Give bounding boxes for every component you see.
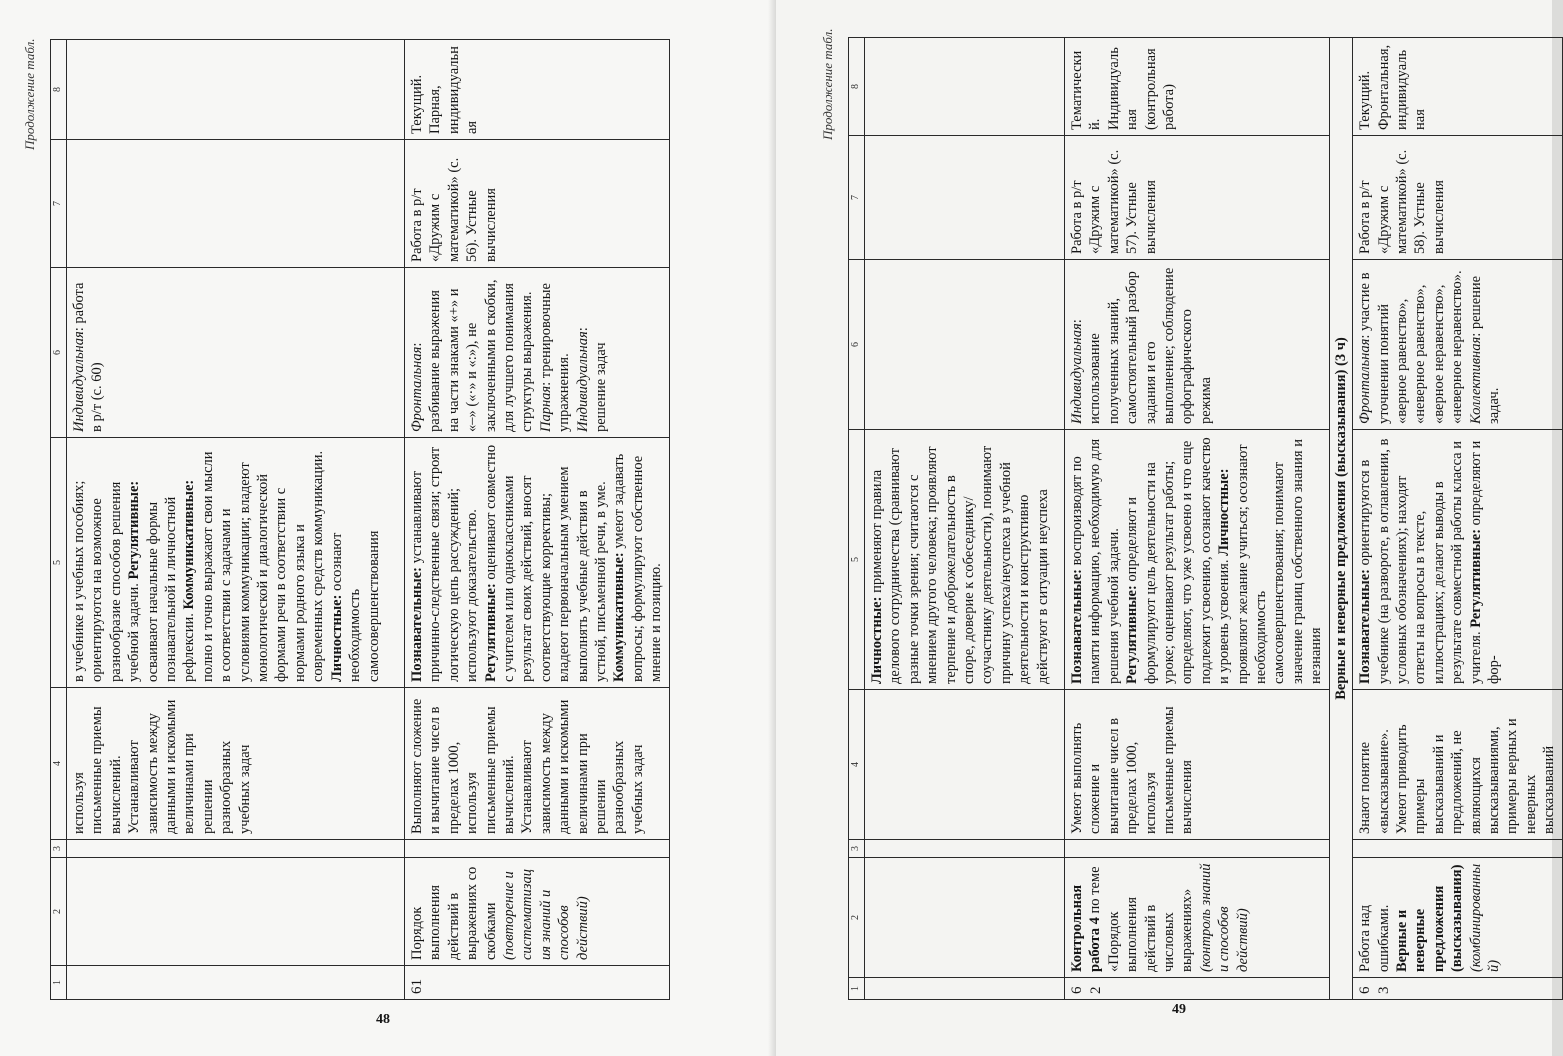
- col-header: 2: [51, 858, 67, 966]
- section-row: [1329, 38, 1352, 1000]
- col-header: 5: [849, 430, 865, 690]
- col-header: 8: [849, 38, 865, 136]
- col-header: 7: [849, 136, 865, 260]
- col-header: 3: [51, 840, 67, 858]
- table-row: [865, 38, 1065, 1000]
- right-page: [776, 0, 1558, 1056]
- col-header: 8: [51, 40, 67, 140]
- homework-cell: Работа в р/т «Дружим с математикой» (с. 58). Устные вычисления: [1353, 136, 1562, 260]
- table-row: [67, 40, 405, 1000]
- uud-cell: в учебнике и учебных пособиях; ориентируются на возможное разнообразие способов решения учебной задачи. Регулятивные: осваивают начальные формы познавательной и личностной рефлексии. Коммуникативные: полно и точно выражают свои мысли в соответствии с задачами и условиями коммуникации; владеют монологической и диалогической формами речи в соответствии с нормами родного языка и современных средств коммуникации. Личностные: осознают необходимость самосовершенствования: [67, 438, 405, 688]
- results-cell: Выполняют сложение и вычитание чисел в пределах 1000, используя письменные приемы вычислений. Устанавливают зависимость между данными и искомыми величинами при решении разнообразных учебных задач: [405, 688, 670, 840]
- col-header: 1: [849, 978, 865, 1000]
- left-table-rotated: [50, 40, 760, 1000]
- header-row: [51, 40, 67, 1000]
- table-row: [405, 40, 670, 1000]
- section-title: Верные и неверные предложения (высказывания) (3 ч): [1329, 38, 1352, 1000]
- table-row: [1065, 38, 1330, 1000]
- right-table-rotated: [848, 38, 1558, 1000]
- results-cell: используя письменные приемы вычислений. Устанавливают зависимость между данными и искомыми величинами при решении разнообразных учебных задач: [67, 688, 405, 840]
- page-number-left: 48: [376, 1012, 390, 1027]
- header-row: [849, 38, 865, 1000]
- col-header: 6: [51, 268, 67, 438]
- activity-cell: Индивидуальная: использование полученных знаний, самостоятельный разбор задания и его выполнение; соблюдение орфографического режима: [1065, 260, 1330, 430]
- uud-cell: Личностные: применяют правила делового сотрудничества (сравнивают разные точки зрения; считаются с мнением другого человека; проявляют терпение и доброжелательность в споре, доверие к собеседнику/соучастнику деятельности), понимают причину успеха/неуспеха в учебной деятельности и конструктивно действуют в ситуации неуспеха: [865, 430, 1065, 690]
- results-cell: Знают понятие «высказывание». Умеют приводить примеры высказываний и предложений, не являющихся высказываниями, примеры верных и неверных высказываний: [1353, 690, 1562, 840]
- col-header: 7: [51, 140, 67, 268]
- left-table: [50, 39, 670, 1000]
- activity-cell: Индивидуальная: работа в р/т (с. 60): [67, 268, 405, 438]
- activity-cell: Фронтальная: участие в уточнении понятий «верное равенство», «неверное равенство», «верное неравенство», «неверное неравенство». Коллективная: решение задач.: [1353, 260, 1562, 430]
- activity-cell: Фронтальная: разбивание выражения на части знаками «+» и «–» («·» и «:»), не заключенными в скобки, для лучшего понимания структуры выражения. Парная: тренировочные упражнения. Индивидуальная: решение задач: [405, 268, 670, 438]
- left-page: [0, 0, 776, 1056]
- topic-cell: Работа над ошибками. Верные и неверные предложения (высказывания) (комбинированный): [1353, 858, 1562, 978]
- col-header: 2: [849, 858, 865, 978]
- page-number-right: 49: [1172, 1002, 1186, 1017]
- results-cell: Умеют выполнять сложение и вычитание чисел в пределах 1000, используя письменные приемы вычисления: [1065, 690, 1330, 840]
- lesson-number: 62: [1065, 978, 1330, 1000]
- col-header: 4: [849, 690, 865, 840]
- lesson-number: 63: [1353, 978, 1562, 1000]
- control-cell: Текущий. Парная, индивидуальная: [405, 40, 670, 140]
- continuation-label-left: Продолжение табл.: [22, 38, 37, 150]
- control-cell: Текущий. Фронтальная, индивидуальная: [1353, 38, 1562, 136]
- uud-cell: Познавательные: ориентируются в учебнике (на развороте, в оглавлении, в условных обозначениях); находят ответы на вопросы в тексте, иллюстрациях; делают выводы в результате совместной работы класса и учителя. Регулятивные: определяют и фор-: [1353, 430, 1562, 690]
- col-header: 5: [51, 438, 67, 688]
- continuation-label-right: Продолжение табл.: [820, 28, 835, 140]
- col-header: 3: [849, 840, 865, 858]
- col-header: 6: [849, 260, 865, 430]
- right-table: [848, 37, 1563, 1000]
- uud-cell: Познавательные: устанавливают причинно-следственные связи; строят логическую цепь рассуждений; используют доказательство. Регулятивные: оценивают совместно с учителем или одноклассниками результат своих действий, вносят соответствующие коррективы; владеют первоначальным умением выполнять учебные действия в устной, письменной речи, в уме. Коммуникативные: умеют задавать вопросы; формулируют собственное мнение и позицию.: [405, 438, 670, 688]
- uud-cell: Познавательные: воспроизводят по памяти информацию, необходимую для решения учебной задачи. Регулятивные: определяют и формулируют цель деятельности на уроке; оценивают результат работы; определяют, что уже усвоено и что еще подлежит усвоению, осознают качество и уровень усвоения. Личностные: проявляют желание учиться; осознают необходимость самосовершенствования; понимают значение границ собственного знания и незнания: [1065, 430, 1330, 690]
- homework-cell: Работа в р/т «Дружим с математикой» (с. 57). Устные вычисления: [1065, 136, 1330, 260]
- topic-cell: Контрольная работа 4 по теме «Порядок выполнения действий в числовых выражениях» (контроль знаний и способов действий): [1065, 858, 1330, 978]
- homework-cell: Работа в р/т «Дружим с математикой» (с. 56). Устные вычисления: [405, 140, 670, 268]
- lesson-number: 61: [405, 966, 670, 1000]
- col-header: 4: [51, 688, 67, 840]
- control-cell: Тематический. Индивидуальная (контрольная работа): [1065, 38, 1330, 136]
- col-header: 1: [51, 966, 67, 1000]
- table-row: [1353, 38, 1562, 1000]
- topic-cell: Порядок выполнения действий в выражениях со скобками (повторение и систематизация знаний и способов действий): [405, 858, 670, 966]
